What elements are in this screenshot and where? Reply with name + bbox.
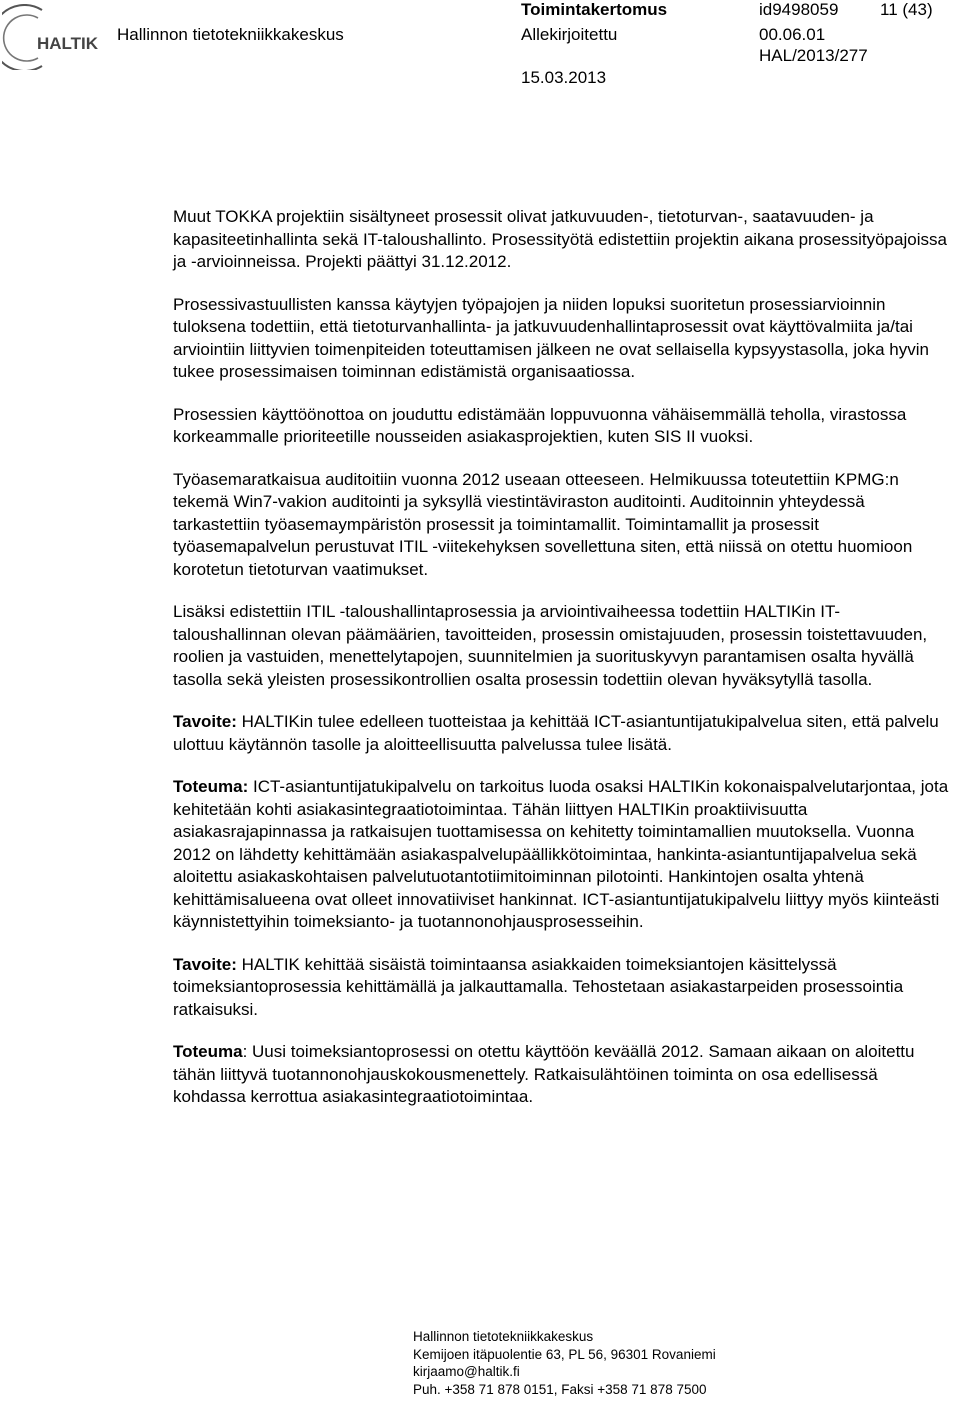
header-page-number: 11 (43): [880, 0, 933, 19]
header-classification: 00.06.01: [759, 25, 826, 44]
haltik-logo-mark: [2, 4, 102, 70]
outcome-text: ICT-asiantuntijatukipalvelu on tarkoitus luoda osaksi HALTIKin kokonaispalvelutarjontaa, jota kehitetään kohti asiakasintegraatiotoimintaa. Tähän liittyen HALTIKin proaktiivisuutta asiakasrajapinnassa ja ratkaisujen tuottamisessa on kehitetty toimintamallien muutoksella. Vuonna 2012 on lähdetty kehittämään asiakaspalvelupäällikkötoimintaa, hankinta-asiantuntijapalvelua sekä aloitettu asiakaskohtaisen palvelutuotantotiimitoiminnan pilotointi. Hankintojen osalta yhtenä kehittämisalueena ovat olleet innovatiiviset hankinnat. ICT-asiantuntijatukipalvelu liittyy myös kiinteästi käynnistettyihin toimeksianto- ja tuotannonohjausprosesseihin.: [173, 777, 949, 931]
goal-text: HALTIK kehittää sisäistä toimintaansa asiakkaiden toimeksiantojen käsittelyssä toimeksiantoprosessia kehittämällä ja jalkauttamalla. Tehostetaan asiakastarpeiden prosessointia ratkaisuksi.: [173, 954, 904, 1019]
paragraph-goal-ict: [173, 711, 951, 756]
page-footer: [413, 1328, 716, 1398]
header-status: Allekirjoitettu: [521, 25, 618, 44]
header-doc-id: id9498059: [759, 0, 839, 19]
goal-label: Tavoite:: [173, 712, 237, 731]
header-doc-type: Toimintakertomus: [521, 0, 668, 19]
document-body: [173, 206, 951, 1129]
outcome-label: Toteuma:: [173, 777, 249, 796]
goal-text: HALTIKin tulee edelleen tuotteistaa ja kehittää ICT-asiantuntijatukipalvelua siten, että palvelu ulottuu käytännön tasolle ja aloitteellisuutta palvelussa tulee lisätä.: [173, 712, 939, 754]
header-organization: Hallinnon tietotekniikkakeskus: [117, 25, 344, 44]
haltik-logo: [2, 4, 102, 70]
paragraph-outcome-assignments: [173, 1041, 951, 1109]
goal-label: Tavoite:: [173, 954, 237, 974]
header-reference: HAL/2013/277: [759, 46, 868, 65]
footer-phone: Puh. +358 71 878 0151, Faksi +358 71 878 7500: [413, 1381, 707, 1397]
footer-email: kirjaamo@haltik.fi: [413, 1364, 520, 1379]
paragraph-itil-finance: Lisäksi edistettiin ITIL -taloushallintaprosessia ja arviointivaiheessa todettiin HALTIKin IT-taloushallinnan olevan päämäärien, tavoitteiden, prosessin omistajuuden, prosessin toistettavuuden, roolien ja vastuiden, menettelytapojen, suunnitelmien ja suorituskyvyn parantamisen osalta hyvällä tasolla sekä yleisten prosessikontrollien osalta prosessin todettiin olevan hyväksytyllä tasolla.: [173, 602, 928, 689]
paragraph-outcome-ict: [173, 776, 951, 934]
footer-organization: Hallinnon tietotekniikkakeskus: [413, 1329, 594, 1344]
logo-text: HALTIK: [37, 34, 99, 53]
outcome-text: : Uusi toimeksiantoprosessi on otettu käyttöön keväällä 2012. Samaan aikaan on aloitettu tähän liittyvä tuotannonohjauskokousmenettely. Ratkaisulähtöinen toiminta on osa edellisessä kohdassa kerrottua asiakasintegraatiotoimintaa.: [173, 1042, 915, 1106]
paragraph-deployment: Prosessien käyttöönottoa on jouduttu edistämään loppuvuonna vähäisemmällä teholla, virastossa korkeammalle prioriteetille nousseiden asiakasprojektien, kuten SIS II vuoksi.: [173, 404, 907, 446]
paragraph-workshops: Prosessivastuullisten kanssa käytyjen työpajojen ja niiden lopuksi suoritetun prosessiarvioinnin tuloksena todettiin, että tietoturvanhallinta- ja jatkuvuudenhallintaprosessit ovat käyttövalmiita ja/tai arviointiin liittyvien toimenpiteiden toteuttamisen jälkeen ne ovat sellaisella kypsyystasolla, joka hyvin tukee prosessimaisen toiminnan edistämistä organisaatiossa.: [173, 294, 929, 381]
header-date: 15.03.2013: [521, 68, 607, 87]
paragraph-tokka: Muut TOKKA projektiin sisältyneet prosessit olivat jatkuvuuden-, tietoturvan-, saatavuuden- ja kapasiteetinhallinta sekä IT-taloushallinto. Prosessityötä edistettiin projektin aikana prosessityöpajoissa ja -arvioinneissa. Projekti päättyi 31.12.2012.: [173, 207, 947, 271]
footer-address: Kemijoen itäpuolentie 63, PL 56, 96301 Rovaniemi: [413, 1346, 716, 1362]
paragraph-goal-assignments: [173, 954, 951, 1022]
paragraph-workstation-audit: Työasemaratkaisua auditoitiin vuonna 2012 useaan otteeseen. Helmikuussa toteutettiin KPMG:n tekemä Win7-vakion auditointi ja syksyllä viestintäviraston auditointi. Auditoinnin yhteydessä tarkastettiin työasemaympäristön prosessit ja toimintamallit. Toimintamallit ja prosessit työasemapalvelun perustuvat ITIL -viitekehyksen sovellettuna siten, että niissä on otettu huomioon korotetun tietoturvan vaatimukset.: [173, 469, 913, 579]
outcome-label: Toteuma: [173, 1042, 243, 1061]
